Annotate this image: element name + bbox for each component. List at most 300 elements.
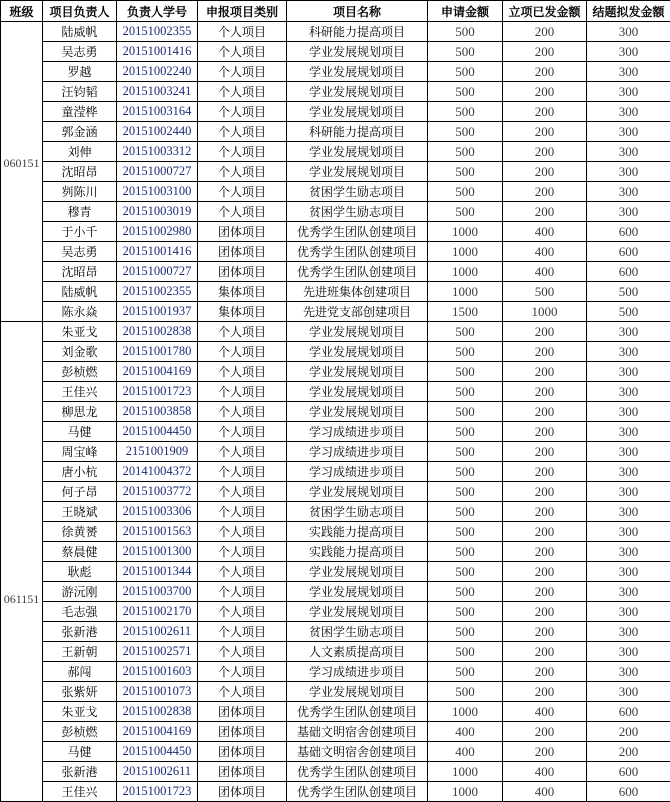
student-id-cell[interactable]: 20151002240 xyxy=(117,62,198,82)
applied-amount-cell[interactable]: 500 xyxy=(428,682,503,702)
student-id-cell[interactable]: 20151001073 xyxy=(117,682,198,702)
project-name-cell[interactable]: 先进党支部创建项目 xyxy=(287,302,428,322)
planned-amount-cell[interactable]: 300 xyxy=(587,402,670,422)
student-id-cell[interactable]: 20151001563 xyxy=(117,522,198,542)
category-cell[interactable]: 个人项目 xyxy=(198,102,287,122)
issued-amount-cell[interactable]: 200 xyxy=(503,582,587,602)
planned-amount-cell[interactable]: 300 xyxy=(587,142,670,162)
leader-name-cell[interactable]: 王新朝 xyxy=(43,642,117,662)
issued-amount-cell[interactable]: 400 xyxy=(503,242,587,262)
leader-name-cell[interactable]: 彭桢燃 xyxy=(43,362,117,382)
category-cell[interactable]: 个人项目 xyxy=(198,402,287,422)
issued-amount-cell[interactable]: 200 xyxy=(503,562,587,582)
header-issued-amount[interactable]: 立项已发金额 xyxy=(503,1,587,22)
issued-amount-cell[interactable]: 200 xyxy=(503,122,587,142)
applied-amount-cell[interactable]: 500 xyxy=(428,502,503,522)
leader-name-cell[interactable]: 张紫妍 xyxy=(43,682,117,702)
student-id-cell[interactable]: 20151001780 xyxy=(117,342,198,362)
student-id-cell[interactable]: 20151002571 xyxy=(117,642,198,662)
category-cell[interactable]: 个人项目 xyxy=(198,422,287,442)
leader-name-cell[interactable]: 马健 xyxy=(43,422,117,442)
applied-amount-cell[interactable]: 500 xyxy=(428,102,503,122)
class-id-cell[interactable]: 061151 xyxy=(1,322,43,802)
student-id-cell[interactable]: 20151001723 xyxy=(117,782,198,802)
planned-amount-cell[interactable]: 300 xyxy=(587,102,670,122)
planned-amount-cell[interactable]: 300 xyxy=(587,662,670,682)
header-project-name[interactable]: 项目名称 xyxy=(287,1,428,22)
leader-name-cell[interactable]: 刿陈川 xyxy=(43,182,117,202)
category-cell[interactable]: 个人项目 xyxy=(198,382,287,402)
project-name-cell[interactable]: 优秀学生团队创建项目 xyxy=(287,262,428,282)
issued-amount-cell[interactable]: 200 xyxy=(503,202,587,222)
issued-amount-cell[interactable]: 200 xyxy=(503,342,587,362)
table-row xyxy=(1,282,670,302)
project-name-cell[interactable]: 学业发展规划项目 xyxy=(287,342,428,362)
applied-amount-cell[interactable]: 500 xyxy=(428,642,503,662)
table-row xyxy=(1,722,670,742)
issued-amount-cell[interactable]: 200 xyxy=(503,682,587,702)
project-name-cell[interactable]: 学业发展规划项目 xyxy=(287,582,428,602)
issued-amount-cell[interactable]: 400 xyxy=(503,782,587,802)
student-id-cell[interactable]: 20151002170 xyxy=(117,602,198,622)
header-planned-amount[interactable]: 结题拟发金额 xyxy=(587,1,670,22)
issued-amount-cell[interactable]: 200 xyxy=(503,162,587,182)
applied-amount-cell[interactable]: 500 xyxy=(428,402,503,422)
table-row xyxy=(1,502,670,522)
issued-amount-cell[interactable]: 200 xyxy=(503,22,587,42)
leader-name-cell[interactable]: 于小千 xyxy=(43,222,117,242)
table-row xyxy=(1,122,670,142)
student-id-cell[interactable]: 20151001723 xyxy=(117,382,198,402)
planned-amount-cell[interactable]: 300 xyxy=(587,422,670,442)
header-applied-amount[interactable]: 申请金额 xyxy=(428,1,503,22)
project-name-cell[interactable]: 科研能力提高项目 xyxy=(287,22,428,42)
applied-amount-cell[interactable]: 500 xyxy=(428,202,503,222)
leader-name-cell[interactable]: 童滢桦 xyxy=(43,102,117,122)
student-id-cell[interactable]: 20151002355 xyxy=(117,282,198,302)
project-name-cell[interactable]: 学习成绩进步项目 xyxy=(287,462,428,482)
planned-amount-cell[interactable]: 300 xyxy=(587,642,670,662)
category-cell[interactable]: 集体项目 xyxy=(198,302,287,322)
category-cell[interactable]: 个人项目 xyxy=(198,362,287,382)
issued-amount-cell[interactable]: 200 xyxy=(503,142,587,162)
applied-amount-cell[interactable]: 500 xyxy=(428,342,503,362)
project-name-cell[interactable]: 学业发展规划项目 xyxy=(287,482,428,502)
planned-amount-cell[interactable]: 300 xyxy=(587,22,670,42)
planned-amount-cell[interactable]: 300 xyxy=(587,442,670,462)
project-name-cell[interactable]: 学业发展规划项目 xyxy=(287,142,428,162)
student-id-cell[interactable]: 20151004169 xyxy=(117,722,198,742)
applied-amount-cell[interactable]: 500 xyxy=(428,582,503,602)
issued-amount-cell[interactable]: 200 xyxy=(503,462,587,482)
planned-amount-cell[interactable]: 300 xyxy=(587,202,670,222)
project-name-cell[interactable]: 学业发展规划项目 xyxy=(287,362,428,382)
planned-amount-cell[interactable]: 600 xyxy=(587,782,670,802)
category-cell[interactable]: 个人项目 xyxy=(198,502,287,522)
category-cell[interactable]: 个人项目 xyxy=(198,342,287,362)
table-row xyxy=(1,262,670,282)
category-cell[interactable]: 团体项目 xyxy=(198,222,287,242)
student-id-cell[interactable]: 20151002355 xyxy=(117,22,198,42)
planned-amount-cell[interactable]: 300 xyxy=(587,502,670,522)
applied-amount-cell[interactable]: 400 xyxy=(428,722,503,742)
planned-amount-cell[interactable]: 300 xyxy=(587,322,670,342)
issued-amount-cell[interactable]: 500 xyxy=(503,282,587,302)
project-name-cell[interactable]: 学业发展规划项目 xyxy=(287,42,428,62)
issued-amount-cell[interactable]: 200 xyxy=(503,102,587,122)
leader-name-cell[interactable]: 郭金涵 xyxy=(43,122,117,142)
issued-amount-cell[interactable]: 200 xyxy=(503,542,587,562)
issued-amount-cell[interactable]: 200 xyxy=(503,602,587,622)
project-name-cell[interactable]: 优秀学生团队创建项目 xyxy=(287,702,428,722)
student-id-cell[interactable]: 20151000727 xyxy=(117,262,198,282)
planned-amount-cell[interactable]: 600 xyxy=(587,242,670,262)
student-id-cell[interactable]: 20151004450 xyxy=(117,742,198,762)
project-name-cell[interactable]: 学业发展规划项目 xyxy=(287,402,428,422)
category-cell[interactable]: 个人项目 xyxy=(198,62,287,82)
leader-name-cell[interactable]: 张新港 xyxy=(43,622,117,642)
leader-name-cell[interactable]: 吴志勇 xyxy=(43,242,117,262)
planned-amount-cell[interactable]: 300 xyxy=(587,542,670,562)
issued-amount-cell[interactable]: 200 xyxy=(503,622,587,642)
project-name-cell[interactable]: 学业发展规划项目 xyxy=(287,562,428,582)
student-id-cell[interactable]: 20151001416 xyxy=(117,242,198,262)
project-name-cell[interactable]: 学习成绩进步项目 xyxy=(287,662,428,682)
leader-name-cell[interactable]: 徐黄赟 xyxy=(43,522,117,542)
student-id-cell[interactable]: 20151002611 xyxy=(117,762,198,782)
applied-amount-cell[interactable]: 1000 xyxy=(428,222,503,242)
issued-amount-cell[interactable]: 200 xyxy=(503,42,587,62)
project-name-cell[interactable]: 学习成绩进步项目 xyxy=(287,442,428,462)
project-name-cell[interactable]: 优秀学生团队创建项目 xyxy=(287,222,428,242)
student-id-cell[interactable]: 20151000727 xyxy=(117,162,198,182)
student-id-cell[interactable]: 20151003312 xyxy=(117,142,198,162)
project-name-cell[interactable]: 贫困学生励志项目 xyxy=(287,202,428,222)
project-name-cell[interactable]: 学业发展规划项目 xyxy=(287,62,428,82)
leader-name-cell[interactable]: 罗越 xyxy=(43,62,117,82)
category-cell[interactable]: 团体项目 xyxy=(198,742,287,762)
leader-name-cell[interactable]: 马健 xyxy=(43,742,117,762)
applied-amount-cell[interactable]: 500 xyxy=(428,22,503,42)
header-category[interactable]: 申报项目类别 xyxy=(198,1,287,22)
issued-amount-cell[interactable]: 200 xyxy=(503,322,587,342)
leader-name-cell[interactable]: 沈昭昂 xyxy=(43,262,117,282)
leader-name-cell[interactable]: 柳思龙 xyxy=(43,402,117,422)
category-cell[interactable]: 个人项目 xyxy=(198,602,287,622)
project-name-cell[interactable]: 贫困学生励志项目 xyxy=(287,502,428,522)
leader-name-cell[interactable]: 唐小杭 xyxy=(43,462,117,482)
leader-name-cell[interactable]: 刘伸 xyxy=(43,142,117,162)
category-cell[interactable]: 个人项目 xyxy=(198,462,287,482)
planned-amount-cell[interactable]: 200 xyxy=(587,742,670,762)
applied-amount-cell[interactable]: 1500 xyxy=(428,302,503,322)
category-cell[interactable]: 个人项目 xyxy=(198,82,287,102)
project-name-cell[interactable]: 先进班集体创建项目 xyxy=(287,282,428,302)
category-cell[interactable]: 团体项目 xyxy=(198,762,287,782)
applied-amount-cell[interactable]: 1000 xyxy=(428,782,503,802)
category-cell[interactable]: 团体项目 xyxy=(198,262,287,282)
applied-amount-cell[interactable]: 400 xyxy=(428,742,503,762)
issued-amount-cell[interactable]: 200 xyxy=(503,722,587,742)
table-row xyxy=(1,422,670,442)
issued-amount-cell[interactable]: 400 xyxy=(503,702,587,722)
leader-name-cell[interactable]: 游沅刚 xyxy=(43,582,117,602)
issued-amount-cell[interactable]: 1000 xyxy=(503,302,587,322)
student-id-cell[interactable]: 20151003100 xyxy=(117,182,198,202)
leader-name-cell[interactable]: 王晓斌 xyxy=(43,502,117,522)
applied-amount-cell[interactable]: 1000 xyxy=(428,262,503,282)
student-id-cell[interactable]: 20151001300 xyxy=(117,542,198,562)
category-cell[interactable]: 个人项目 xyxy=(198,682,287,702)
student-id-cell[interactable]: 20151002838 xyxy=(117,322,198,342)
applied-amount-cell[interactable]: 500 xyxy=(428,562,503,582)
planned-amount-cell[interactable]: 300 xyxy=(587,562,670,582)
planned-amount-cell[interactable]: 300 xyxy=(587,122,670,142)
student-id-cell[interactable]: 20151003164 xyxy=(117,102,198,122)
table-row xyxy=(1,342,670,362)
issued-amount-cell[interactable]: 200 xyxy=(503,482,587,502)
planned-amount-cell[interactable]: 300 xyxy=(587,162,670,182)
category-cell[interactable]: 个人项目 xyxy=(198,22,287,42)
leader-name-cell[interactable]: 吴志勇 xyxy=(43,42,117,62)
planned-amount-cell[interactable]: 600 xyxy=(587,762,670,782)
category-cell[interactable]: 团体项目 xyxy=(198,782,287,802)
project-name-cell[interactable]: 学习成绩进步项目 xyxy=(287,422,428,442)
student-id-cell[interactable]: 20151002440 xyxy=(117,122,198,142)
project-name-cell[interactable]: 基础文明宿舍创建项目 xyxy=(287,742,428,762)
table-row xyxy=(1,302,670,322)
category-cell[interactable]: 个人项目 xyxy=(198,182,287,202)
applied-amount-cell[interactable]: 1000 xyxy=(428,282,503,302)
project-name-cell[interactable]: 基础文明宿舍创建项目 xyxy=(287,722,428,742)
table-row xyxy=(1,322,670,342)
issued-amount-cell[interactable]: 200 xyxy=(503,82,587,102)
leader-name-cell[interactable]: 汪钧韬 xyxy=(43,82,117,102)
issued-amount-cell[interactable]: 200 xyxy=(503,642,587,662)
category-cell[interactable]: 个人项目 xyxy=(198,622,287,642)
leader-name-cell[interactable]: 刘金歌 xyxy=(43,342,117,362)
planned-amount-cell[interactable]: 500 xyxy=(587,282,670,302)
applied-amount-cell[interactable]: 500 xyxy=(428,182,503,202)
leader-name-cell[interactable]: 何子昂 xyxy=(43,482,117,502)
header-leader[interactable]: 项目负责人 xyxy=(43,1,117,22)
leader-name-cell[interactable]: 朱亚戈 xyxy=(43,322,117,342)
header-student-id[interactable]: 负责人学号 xyxy=(117,1,198,22)
applied-amount-cell[interactable]: 500 xyxy=(428,142,503,162)
applied-amount-cell[interactable]: 500 xyxy=(428,622,503,642)
applied-amount-cell[interactable]: 500 xyxy=(428,82,503,102)
applied-amount-cell[interactable]: 500 xyxy=(428,482,503,502)
project-name-cell[interactable]: 贫困学生励志项目 xyxy=(287,182,428,202)
student-id-cell[interactable]: 2151001909 xyxy=(117,442,198,462)
issued-amount-cell[interactable]: 200 xyxy=(503,742,587,762)
category-cell[interactable]: 个人项目 xyxy=(198,542,287,562)
applied-amount-cell[interactable]: 1000 xyxy=(428,762,503,782)
category-cell[interactable]: 个人项目 xyxy=(198,582,287,602)
project-name-cell[interactable]: 实践能力提高项目 xyxy=(287,542,428,562)
issued-amount-cell[interactable]: 200 xyxy=(503,422,587,442)
leader-name-cell[interactable]: 陆威帆 xyxy=(43,282,117,302)
leader-name-cell[interactable]: 沈昭昂 xyxy=(43,162,117,182)
category-cell[interactable]: 个人项目 xyxy=(198,122,287,142)
table-row xyxy=(1,462,670,482)
student-id-cell[interactable]: 20151002611 xyxy=(117,622,198,642)
applied-amount-cell[interactable]: 500 xyxy=(428,422,503,442)
applied-amount-cell[interactable]: 1000 xyxy=(428,242,503,262)
student-id-cell[interactable]: 20141004372 xyxy=(117,462,198,482)
student-id-cell[interactable]: 20151002980 xyxy=(117,222,198,242)
planned-amount-cell[interactable]: 300 xyxy=(587,42,670,62)
project-name-cell[interactable]: 学业发展规划项目 xyxy=(287,162,428,182)
student-id-cell[interactable]: 20151001603 xyxy=(117,662,198,682)
category-cell[interactable]: 个人项目 xyxy=(198,142,287,162)
issued-amount-cell[interactable]: 200 xyxy=(503,442,587,462)
category-cell[interactable]: 个人项目 xyxy=(198,322,287,342)
table-row xyxy=(1,382,670,402)
project-name-cell[interactable]: 优秀学生团队创建项目 xyxy=(287,782,428,802)
planned-amount-cell[interactable]: 300 xyxy=(587,62,670,82)
leader-name-cell[interactable]: 周宝峰 xyxy=(43,442,117,462)
student-id-cell[interactable]: 20151001416 xyxy=(117,42,198,62)
header-class[interactable]: 班级 xyxy=(1,1,43,22)
project-name-cell[interactable]: 贫困学生励志项目 xyxy=(287,622,428,642)
category-cell[interactable]: 个人项目 xyxy=(198,202,287,222)
project-name-cell[interactable]: 学业发展规划项目 xyxy=(287,682,428,702)
planned-amount-cell[interactable]: 300 xyxy=(587,382,670,402)
category-cell[interactable]: 个人项目 xyxy=(198,482,287,502)
project-name-cell[interactable]: 人文素质提高项目 xyxy=(287,642,428,662)
table-row xyxy=(1,102,670,122)
issued-amount-cell[interactable]: 200 xyxy=(503,662,587,682)
planned-amount-cell[interactable]: 300 xyxy=(587,602,670,622)
student-id-cell[interactable]: 20151003241 xyxy=(117,82,198,102)
category-cell[interactable]: 个人项目 xyxy=(198,442,287,462)
applied-amount-cell[interactable]: 500 xyxy=(428,542,503,562)
applied-amount-cell[interactable]: 500 xyxy=(428,382,503,402)
leader-name-cell[interactable]: 郝闯 xyxy=(43,662,117,682)
category-cell[interactable]: 团体项目 xyxy=(198,242,287,262)
category-cell[interactable]: 个人项目 xyxy=(198,42,287,62)
leader-name-cell[interactable]: 耿彪 xyxy=(43,562,117,582)
issued-amount-cell[interactable]: 200 xyxy=(503,182,587,202)
student-id-cell[interactable]: 20151001344 xyxy=(117,562,198,582)
applied-amount-cell[interactable]: 500 xyxy=(428,362,503,382)
planned-amount-cell[interactable]: 600 xyxy=(587,222,670,242)
category-cell[interactable]: 个人项目 xyxy=(198,162,287,182)
student-id-cell[interactable]: 20151004169 xyxy=(117,362,198,382)
planned-amount-cell[interactable]: 200 xyxy=(587,722,670,742)
table-row xyxy=(1,742,670,762)
project-name-cell[interactable]: 学业发展规划项目 xyxy=(287,382,428,402)
applied-amount-cell[interactable]: 500 xyxy=(428,322,503,342)
applied-amount-cell[interactable]: 500 xyxy=(428,522,503,542)
applied-amount-cell[interactable]: 500 xyxy=(428,462,503,482)
planned-amount-cell[interactable]: 300 xyxy=(587,82,670,102)
issued-amount-cell[interactable]: 200 xyxy=(503,502,587,522)
applied-amount-cell[interactable]: 1000 xyxy=(428,702,503,722)
category-cell[interactable]: 个人项目 xyxy=(198,562,287,582)
leader-name-cell[interactable]: 彭桢燃 xyxy=(43,722,117,742)
planned-amount-cell[interactable]: 300 xyxy=(587,462,670,482)
applied-amount-cell[interactable]: 500 xyxy=(428,162,503,182)
student-id-cell[interactable]: 20151003858 xyxy=(117,402,198,422)
issued-amount-cell[interactable]: 400 xyxy=(503,222,587,242)
planned-amount-cell[interactable]: 300 xyxy=(587,182,670,202)
category-cell[interactable]: 团体项目 xyxy=(198,722,287,742)
project-name-cell[interactable]: 学业发展规划项目 xyxy=(287,82,428,102)
category-cell[interactable]: 集体项目 xyxy=(198,282,287,302)
table-row xyxy=(1,42,670,62)
issued-amount-cell[interactable]: 200 xyxy=(503,362,587,382)
leader-name-cell[interactable]: 王佳兴 xyxy=(43,382,117,402)
issued-amount-cell[interactable]: 400 xyxy=(503,262,587,282)
student-id-cell[interactable]: 20151003019 xyxy=(117,202,198,222)
category-cell[interactable]: 团体项目 xyxy=(198,702,287,722)
student-id-cell[interactable]: 20151003306 xyxy=(117,502,198,522)
planned-amount-cell[interactable]: 300 xyxy=(587,622,670,642)
student-id-cell[interactable]: 20151003700 xyxy=(117,582,198,602)
student-id-cell[interactable]: 20151002838 xyxy=(117,702,198,722)
student-id-cell[interactable]: 20151003772 xyxy=(117,482,198,502)
issued-amount-cell[interactable]: 200 xyxy=(503,402,587,422)
planned-amount-cell[interactable]: 600 xyxy=(587,702,670,722)
applied-amount-cell[interactable]: 500 xyxy=(428,62,503,82)
leader-name-cell[interactable]: 王佳兴 xyxy=(43,782,117,802)
student-id-cell[interactable]: 20151001937 xyxy=(117,302,198,322)
planned-amount-cell[interactable]: 300 xyxy=(587,682,670,702)
project-name-cell[interactable]: 科研能力提高项目 xyxy=(287,122,428,142)
applied-amount-cell[interactable]: 500 xyxy=(428,122,503,142)
project-name-cell[interactable]: 优秀学生团队创建项目 xyxy=(287,762,428,782)
issued-amount-cell[interactable]: 200 xyxy=(503,522,587,542)
leader-name-cell[interactable]: 陆威帆 xyxy=(43,22,117,42)
applied-amount-cell[interactable]: 500 xyxy=(428,442,503,462)
applied-amount-cell[interactable]: 500 xyxy=(428,662,503,682)
category-cell[interactable]: 个人项目 xyxy=(198,522,287,542)
applied-amount-cell[interactable]: 500 xyxy=(428,42,503,62)
planned-amount-cell[interactable]: 500 xyxy=(587,302,670,322)
leader-name-cell[interactable]: 陈永焱 xyxy=(43,302,117,322)
planned-amount-cell[interactable]: 300 xyxy=(587,482,670,502)
table-row xyxy=(1,62,670,82)
planned-amount-cell[interactable]: 600 xyxy=(587,262,670,282)
leader-name-cell[interactable]: 朱亚戈 xyxy=(43,702,117,722)
planned-amount-cell[interactable]: 300 xyxy=(587,362,670,382)
project-name-cell[interactable]: 学业发展规划项目 xyxy=(287,322,428,342)
leader-name-cell[interactable]: 穆青 xyxy=(43,202,117,222)
leader-name-cell[interactable]: 毛志强 xyxy=(43,602,117,622)
category-cell[interactable]: 个人项目 xyxy=(198,642,287,662)
leader-name-cell[interactable]: 张新港 xyxy=(43,762,117,782)
class-id-cell[interactable]: 060151 xyxy=(1,22,43,322)
planned-amount-cell[interactable]: 300 xyxy=(587,522,670,542)
project-name-cell[interactable]: 学业发展规划项目 xyxy=(287,602,428,622)
planned-amount-cell[interactable]: 300 xyxy=(587,342,670,362)
category-cell[interactable]: 个人项目 xyxy=(198,662,287,682)
table-row xyxy=(1,482,670,502)
planned-amount-cell[interactable]: 300 xyxy=(587,582,670,602)
issued-amount-cell[interactable]: 200 xyxy=(503,382,587,402)
issued-amount-cell[interactable]: 400 xyxy=(503,762,587,782)
project-name-cell[interactable]: 实践能力提高项目 xyxy=(287,522,428,542)
project-name-cell[interactable]: 优秀学生团队创建项目 xyxy=(287,242,428,262)
student-id-cell[interactable]: 20151004450 xyxy=(117,422,198,442)
project-name-cell[interactable]: 学业发展规划项目 xyxy=(287,102,428,122)
table-row xyxy=(1,242,670,262)
issued-amount-cell[interactable]: 200 xyxy=(503,62,587,82)
applied-amount-cell[interactable]: 500 xyxy=(428,602,503,622)
leader-name-cell[interactable]: 蔡晨健 xyxy=(43,542,117,562)
